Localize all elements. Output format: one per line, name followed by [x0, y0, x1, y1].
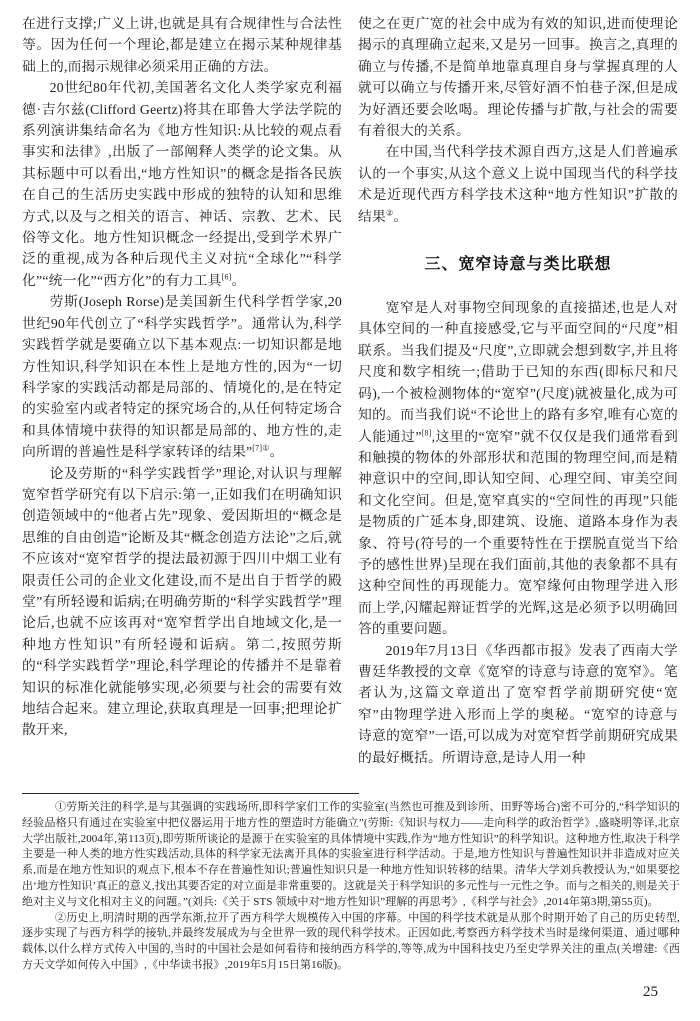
- body-paragraph: 在进行支撑;广义上讲,也就是具有合规律性与合法性等。因为任何一个理论,都是建立在揭示某种规律基础上的,而揭示规律必须采用正确的方法。: [22, 16, 342, 74]
- footnotes-block: [22, 800, 680, 974]
- body-paragraph: 在中国,当代科学技术源自西方,这是人们普遍承认的一个事实,从这个意义上说中国现当代的科学技术是近现代西方科学技术这种“地方性知识”扩散的结果②。: [358, 144, 678, 224]
- section-heading: 三、宽窄诗意与类比联想: [424, 256, 612, 274]
- footnote-reference: [6]: [221, 272, 232, 282]
- footnote-reference: [7]①: [252, 443, 270, 453]
- page-number: 25: [643, 984, 658, 1000]
- body-paragraph: 2019年7月13日《华西都市报》发表了西南大学曹廷华教授的文章《宽窄的诗意与诗意的宽窄》。笔者认为,这篇文章道出了宽窄哲学前期研究使“宽窄”由物理学进入形而上学的奥秘。“宽窄的诗意与诗意的宽窄”一语,可以成为对宽窄哲学前期研究成果的最好概括。所谓诗意,是诗人用一种: [358, 642, 678, 765]
- body-paragraph: 论及劳斯的“科学实践哲学”理论,对认识与理解宽窄哲学研究有以下启示:第一,正如我们在明确知识创造领域中的“他者占先”现象、爱因斯坦的“概念是思维的自由创造”论断及其“概念创造方法论”之后,就不应该对“宽窄哲学的提法最初源于四川中烟工业有限责任公司的企业文化建设,而不是出自于哲学的殿堂”有所轻谩和诟病;在明确劳斯的“科学实践哲学”理论后,也就不应该再对“宽窄哲学出自地域文化,是一种地方性知识”有所轻谩和诟病。第二,按照劳斯的“科学实践哲学”理论,科学理论的传播并不是靠着知识的标准化就能够实现,必须要与社会的需要有效地结合起来。建立理论,获取真理是一回事;把理论扩散开来,: [22, 465, 342, 738]
- body-paragraph: 劳斯(Joseph Rorse)是美国新生代科学哲学家,20世纪90年代创立了“科学实践哲学”。通常认为,科学实践哲学就是要确立以下基本观点:一切知识都是地方性知识,科学知识在本性上是地方性的,因为“一切科学家的实践活动都是局部的、情境化的,是在特定的实验室内或者特定的探究场合的,从任何特定场合和具体情境中获得的知识都是局部的、地方性的,走向所谓的普遍性是科学家转译的结果”$^{[7]①}$。: [22, 294, 342, 460]
- text-columns: [22, 13, 678, 779]
- footnote-reference: [8]: [421, 427, 432, 437]
- footnote: ②历史上,明清时期的西学东渐,拉开了西方科学大规模传入中国的序幕。中国的科学技术就是从那个时期开始了自己的历史转型,逐步实现了与西方科学的接轨,并最终发展成为与全世界一致的现代科学技术。正因如此,考察西方科学技术当时是缘何渠道、通过哪种载体,以什么样方式传入中国的,当时的中国社会是如何看待和接纳西方科学的,等等,成为中国科技史乃至史学界关注的重点(关增建:《西方天文学如何传入中国》,《中华读书报》,2019年5月15日第16版)。: [22, 911, 680, 971]
- body-paragraph: 使之在更广宽的社会中成为有效的知识,进而使理论揭示的真理确立起来,又是另一回事。换言之,真理的确立与传播,不是简单地靠真理自身与掌握真理的人就可以确立与传播开来,尽管好酒不怕巷子深,但是成为好酒还要会吆喝。理论传播与扩散,与社会的需要有着很大的关系。: [358, 16, 678, 139]
- right-column: [358, 13, 678, 779]
- footnote-separator: [22, 793, 359, 794]
- footnote: ①劳斯关注的科学,是与其强调的实践场所,即科学家们工作的实验室(当然也可推及到诊所、田野等场合)密不可分的,“科学知识的经验品格只有通过在实验室中把仪器运用于地方性的塑造时方能确立”(劳斯:《知识与权力——走向科学的政治哲学》,盛晓明等译,北京大学出版社,2004年,第113页),即劳斯所谈论的是源于在实验室的具体情境中实践,作为“地方性知识”的科学知识。这种地方性,取决于科学主要是一种人类的地方性实践活动,具体的科学家无法离开具体的实验室进行科学活动。于是,地方性知识与普遍性知识并非造成对应关系,而是在地方性知识的观点下,根本不存在普遍性知识;普遍性知识只是一种地方性知识转移的结果。清华大学刘兵教授认为,“如果要挖出‘地方性知识’真正的意义,找出其要否定的对立面是非常重要的。这就是关于科学知识的多元性与一元性之争。而与之相关的,则是关于绝对主义与文化相对主义的问题。”(刘兵:《关于 STS 领域中对“地方性知识”理解的再思考》,《科学与社会》,2014年第3期,第55页)。: [22, 801, 680, 908]
- body-paragraph: 宽窄是人对事物空间现象的直接描述,也是人对具体空间的一种直接感受,它与平面空间的“尺度”相联系。当我们提及“尺度”,立即就会想到数字,并且将尺度和数字相统一;借助于已知的东西(即标尺和尺码),一个被检测物体的“宽窄”(尺度)就被量化,成为可知的。而当我们说“不论世上的路有多窄,唯有心宽的人能通过”[8],这里的“宽窄”就不仅仅是我们通常看到和触摸的物体的外部形状和范围的物理空间,而是精神意识中的空间,即认知空间、心理空间、审美空间和文化空间。但是,宽窄真实的“空间性的再现”只能是物质的广延本身,即建筑、设施、道路本身作为表象、符号(符号的一个重要特性在于摆脱直觉当下给予的感性世界)呈现在我们面前,其他的表象都不具有这种空间性的再现能力。宽窄缘何由物理学进入形而上学,闪耀起辩证哲学的光辉,这是必须予以明确回答的重要问题。: [358, 300, 678, 637]
- body-paragraph: 20世纪80年代初,美国著名文化人类学家克利福德·吉尔兹(Clifford Geertz)将其在耶鲁大学法学院的系列演讲集结命名为《地方性知识:从比较的观点看事实和法律》,出版了一部阐释人类学的论文集。从其标题中可以看出,“地方性知识”的概念是指各民族在自己的生活历史实践中形成的独特的认知和思维方式,以及与之相关的语言、神话、宗教、艺术、民俗等文化。地方性知识概念一经提出,受到学术界广泛的重视,成为各种后现代主义对抗“全球化”“科学化”“统一化”“西方化”的有力工具[6]。: [22, 80, 342, 288]
- footnote-reference: ②: [386, 208, 394, 218]
- left-column: [22, 13, 342, 779]
